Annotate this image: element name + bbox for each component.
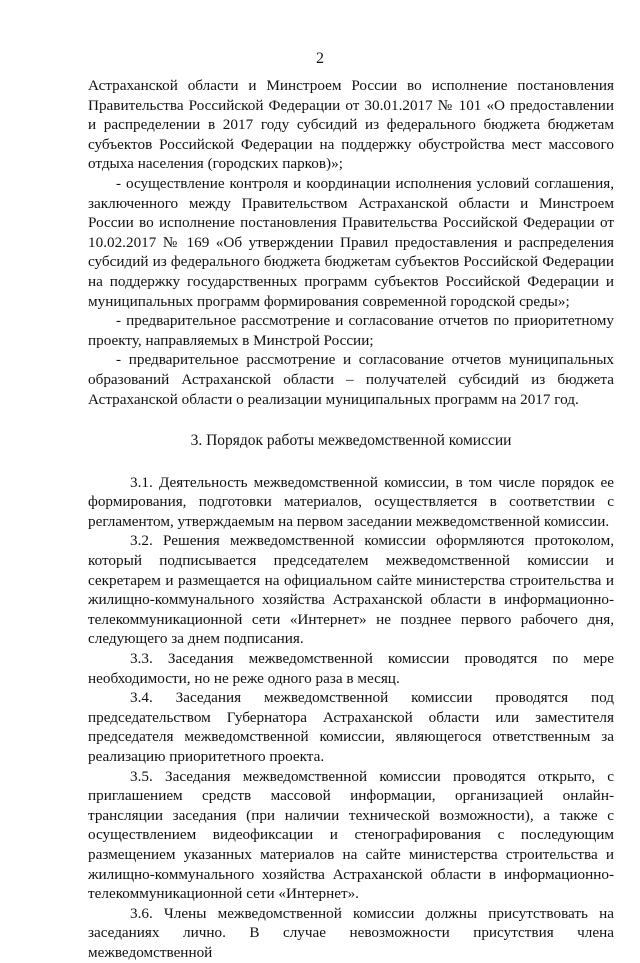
paragraph-3-2: 3.2. Решения межведомственной комиссии оформляются протоколом, который подписывается председателем межведомственной комиссии и секретарем и размещается на официальном сайте министерства строительства и жилищно-коммунального хозяйства Астраханской области в информационно-телекоммуникационной сети «Интернет» не позднее первого рабочего дня, следующего за днем подписания.: [88, 532, 614, 648]
document-body: [88, 76, 614, 963]
paragraph-3-4: 3.4. Заседания межведомственной комиссии проводятся под председательством Губернатора Астраханской области или заместителя председателя межведомственной комиссии, являющегося ответственным за реализацию приоритетного проекта.: [88, 689, 614, 765]
section-title: 3. Порядок работы межведомственной комиссии: [190, 432, 512, 450]
paragraph-3-1: 3.1. Деятельность межведомственной комиссии, в том числе порядок ее формирования, подготовки материалов, осуществляется в соответствии с регламентом, утверждаемым на первом заседании межведомственной комиссии.: [88, 473, 614, 530]
paragraph-bullet-reports-municipal: - предварительное рассмотрение и согласование отчетов муниципальных образований Астраханской области – получателей субсидий из бюджета Астраханской области о реализации муниципальных программ на 2017 год.: [88, 351, 614, 408]
paragraph-continuation: Астраханской области и Минстроем России во исполнение постановления Правительства Российской Федерации от 30.01.2017 № 101 «О предоставлении и распределении в 2017 году субсидий из федерального бюджета бюджетам субъектов Российской Федерации на поддержку обустройства мест массового отдыха населения (городских парков)»;: [88, 77, 614, 173]
paragraph-3-5: 3.5. Заседания межведомственной комиссии проводятся открыто, с приглашением средств массовой информации, организацией онлайн- трансляции заседания (при наличии технической возможности), а также с осуществлением видеофиксации и стенографирования с последующим размещением указанных материалов на сайте министерства строительства и жилищно-коммунального хозяйства Астраханской области в информационно-телекоммуникационной сети «Интернет».: [88, 767, 614, 903]
paragraph-bullet-reports-minstroy: - предварительное рассмотрение и согласование отчетов по приоритетному проекту, направляемых в Минстрой России;: [88, 312, 614, 349]
page-number: 2: [316, 50, 324, 67]
paragraph-bullet-control: - осуществление контроля и координации исполнения условий соглашения, заключенного между Правительством Астраханской области и Минстроем России во исполнение постановления Правительства Российской Федерации от 10.02.2017 № 169 «Об утверждении Правил предоставления и распределения субсидий из федерального бюджета бюджетам субъектов Российской Федерации на поддержку государственных программ субъектов Российской Федерации и муниципальных программ формирования современной городской среды»;: [88, 174, 614, 310]
paragraph-3-6: 3.6. Члены межведомственной комиссии должны присутствовать на заседаниях лично. В случае невозможности присутствия члена межведомственной: [88, 904, 614, 961]
paragraph-3-3: 3.3. Заседания межведомственной комиссии проводятся по мере необходимости, но не реже одного раза в месяц.: [88, 650, 614, 687]
